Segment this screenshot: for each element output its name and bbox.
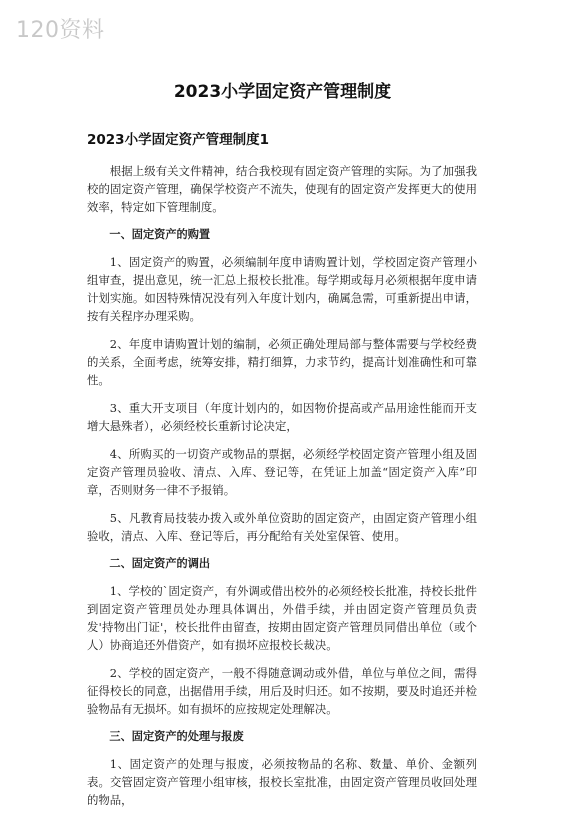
watermark-logo: 120资料 <box>16 18 105 43</box>
part-3-paragraph-1: 1、固定资产的处理与报废，必须按物品的名称、数量、单价、金额列表。交管固定资产管理小组审核，报校长室批准，由固定资产管理员收回处理的物品， <box>87 757 477 807</box>
part-1-paragraph-3: 3、重大开支项目（年度计划内的，如因物价提高或产品用途性能而开支增大悬殊者），必须经校长重新讨论决定， <box>87 401 477 433</box>
document-body <box>87 128 477 819</box>
part-1-paragraph-2: 2、年度申请购置计划的编制，必须正确处理局部与整体需要与学校经费的关系，全面考虑，统筹安排，精打细算，力求节约，提高计划准确性和可靠性。 <box>87 337 477 387</box>
part-1-heading: 一、固定资产的购置 <box>109 228 211 241</box>
part-1-paragraph-5: 5、凡教育局技装办拨入或外单位资助的固定资产，由固定资产管理小组验收，清点、入库、登记等后，再分配给有关处室保管、使用。 <box>87 511 477 543</box>
part-3-heading: 三、固定资产的处理与报废 <box>109 730 244 743</box>
part-2-paragraph-1: 1、学校的`固定资产，有外调或借出校外的必须经校长批准，持校长批件到固定资产管理员处办理具体调出，外借手续，并由固定资产管理员负责发'持物出门证'，校长批件由留查，按期由固定资产管理员同借出单位（或个人）协商追还外借资产，如有损坏应报校长裁决。 <box>87 584 477 652</box>
part-1-paragraph-4: 4、所购买的一切资产或物品的票据，必须经学校固定资产管理小组及固定资产管理员验收、清点、入库、登记等，在凭证上加盖“固定资产入库”印章，否则财务一律不予报销。 <box>87 447 477 497</box>
intro-paragraph: 根据上级有关文件精神，结合我校现有固定资产管理的实际。为了加强我校的固定资产管理，确保学校资产不流失，使现有的固定资产发挥更大的使用效率，特定如下管理制度。 <box>87 164 477 214</box>
document-title: 2023小学固定资产管理制度 <box>173 82 392 102</box>
section-heading: 2023小学固定资产管理制度1 <box>87 132 269 148</box>
part-2-heading: 二、固定资产的调出 <box>109 557 211 570</box>
part-1-paragraph-1: 1、固定资产的购置，必须编制年度申请购置计划，学校固定资产管理小组审查，提出意见，统一汇总上报校长批准。每学期或每月必须根据年度申请计划实施。如因特殊情况没有列入年度计划内，确属急需，可重新提出申请，按有关程序办理采购。 <box>87 255 477 323</box>
part-2-paragraph-2: 2、学校的固定资产，一般不得随意调动或外借，单位与单位之间，需得征得校长的同意，出据借用手续，用后及时归还。如不按期，要及时追还并检验物品有无损坏。如有损坏的应按规定处理解决。 <box>87 666 477 716</box>
